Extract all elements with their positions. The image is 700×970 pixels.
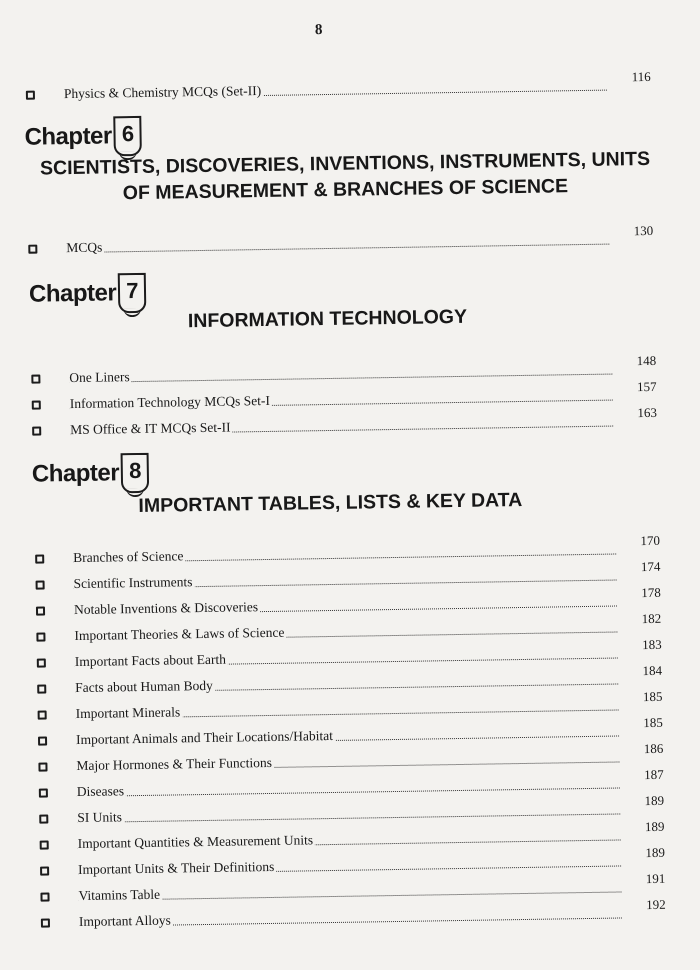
chapter-7-heading <box>117 305 537 335</box>
toc-entry-page: 192 <box>646 896 666 913</box>
chapter-number-badge: 6 <box>113 116 142 156</box>
checkbox-bullet-icon <box>35 554 44 563</box>
checkbox-bullet-icon <box>28 245 37 254</box>
chapter-heading-line: OF MEASUREMENT & BRANCHES OF SCIENCE <box>122 175 569 205</box>
chapter-heading-line: SCIENTISTS, DISCOVERIES, INVENTIONS, INSTRUMENTS, UNITS <box>39 147 651 180</box>
chapter-8-heading <box>90 488 570 519</box>
chapter-8-label <box>32 453 150 495</box>
toc-entry <box>37 636 662 675</box>
toc-entry-page: 184 <box>642 662 663 679</box>
toc-entry-page: 183 <box>642 636 662 653</box>
toc-entry-page: 130 <box>633 222 654 239</box>
toc-entry-page: 185 <box>643 714 663 731</box>
toc-entry <box>36 610 662 649</box>
toc-entry <box>35 558 661 597</box>
toc-entry-label: Important Animals and Their Locations/Habitat <box>76 728 335 748</box>
toc-entry-page: 187 <box>644 766 664 783</box>
toc-entry-page: 182 <box>641 610 662 627</box>
chapter-word: Chapter <box>31 459 120 488</box>
toc-entry-page: 148 <box>636 352 657 369</box>
chapter-heading-line: INFORMATION TECHNOLOGY <box>187 305 468 333</box>
toc-entry-label: Important Theories & Laws of Science <box>74 625 286 644</box>
toc-entry <box>37 662 663 701</box>
toc-entry-label: MCQs <box>66 240 104 257</box>
toc-entry-label: Physics & Chemistry MCQs (Set-II) <box>64 83 263 102</box>
page-number: 8 <box>314 22 323 39</box>
checkbox-bullet-icon <box>36 606 45 615</box>
checkbox-bullet-icon <box>37 658 46 667</box>
toc-entry-label: Notable Inventions & Discoveries <box>74 599 260 618</box>
toc-entry <box>36 584 661 623</box>
chapter-6-heading <box>35 148 656 207</box>
toc-entry <box>26 68 651 107</box>
toc-entry-label: Important Alloys <box>79 913 173 930</box>
toc-entry <box>40 870 666 909</box>
toc-entry-label: Vitamins Table <box>78 887 162 904</box>
toc-entry-label: Major Hormones & Their Functions <box>76 755 274 774</box>
toc-entry-page: 191 <box>645 870 666 887</box>
toc-entry <box>38 714 663 753</box>
toc-entry <box>32 378 657 417</box>
checkbox-bullet-icon <box>39 788 48 797</box>
checkbox-bullet-icon <box>26 91 35 100</box>
toc-entry-label: SI Units <box>77 809 124 826</box>
toc-entry-label: MS Office & IT MCQs Set-II <box>70 420 233 439</box>
checkbox-bullet-icon <box>39 814 48 823</box>
toc-entry-page: 174 <box>640 558 661 575</box>
toc-entry-label: Facts about Human Body <box>75 678 215 696</box>
toc-entry <box>31 352 657 391</box>
chapter-word: Chapter <box>24 122 112 151</box>
checkbox-bullet-icon <box>38 762 47 771</box>
toc-entry-page: 178 <box>641 584 661 601</box>
chapter-heading-line: IMPORTANT TABLES, LISTS & KEY DATA <box>138 488 523 518</box>
dot-leader <box>77 813 620 823</box>
toc-entry <box>40 818 665 857</box>
checkbox-bullet-icon <box>41 918 50 927</box>
toc-entry-page: 116 <box>631 68 651 85</box>
chapter-7-label <box>29 273 147 315</box>
toc-entry <box>35 532 661 571</box>
toc-entry-page: 170 <box>640 532 661 549</box>
checkbox-bullet-icon <box>38 710 47 719</box>
checkbox-bullet-icon <box>32 427 41 436</box>
toc-entry <box>39 766 664 805</box>
chapter-6-label <box>24 116 142 158</box>
dot-leader <box>69 374 612 384</box>
chapter-number-badge: 8 <box>121 453 150 493</box>
checkbox-bullet-icon <box>36 580 45 589</box>
toc-entry-page: 163 <box>637 404 658 421</box>
toc-entry-label: Scientific Instruments <box>73 574 194 592</box>
checkbox-bullet-icon <box>37 684 46 693</box>
toc-entry <box>38 688 663 727</box>
dot-leader <box>66 244 609 254</box>
toc-entry <box>39 792 665 831</box>
checkbox-bullet-icon <box>36 632 45 641</box>
checkbox-bullet-icon <box>38 736 47 745</box>
toc-entry <box>32 404 658 443</box>
toc-entry-page: 189 <box>644 792 665 809</box>
checkbox-bullet-icon <box>40 840 49 849</box>
toc-entry-label: Important Facts about Earth <box>75 652 228 670</box>
chapter-word: Chapter <box>28 279 117 308</box>
toc-entry-label: Important Units & Their Definitions <box>78 859 276 878</box>
toc-entry-page: 185 <box>642 688 663 705</box>
toc-entry <box>40 844 666 883</box>
toc-entry <box>28 222 654 261</box>
toc-entry-label: Important Quantities & Measurement Units <box>78 832 316 852</box>
toc-entry <box>41 896 666 935</box>
checkbox-bullet-icon <box>40 866 49 875</box>
toc-entry-label: Diseases <box>77 783 126 800</box>
toc-entry-label: Information Technology MCQs Set-I <box>70 393 272 412</box>
checkbox-bullet-icon <box>31 375 40 384</box>
checkbox-bullet-icon <box>40 892 49 901</box>
toc-entry <box>38 740 664 779</box>
toc-entry-page: 189 <box>644 818 665 835</box>
toc-entry-page: 189 <box>645 844 666 861</box>
toc-entry-page: 157 <box>636 378 657 395</box>
dot-leader <box>77 787 620 797</box>
toc-entry-page: 186 <box>643 740 664 757</box>
chapter-number-badge: 7 <box>118 273 147 313</box>
toc-entry-label: One Liners <box>69 369 132 386</box>
toc-entry-label: Important Minerals <box>76 704 183 722</box>
toc-entry-label: Branches of Science <box>73 548 185 566</box>
checkbox-bullet-icon <box>32 401 41 410</box>
